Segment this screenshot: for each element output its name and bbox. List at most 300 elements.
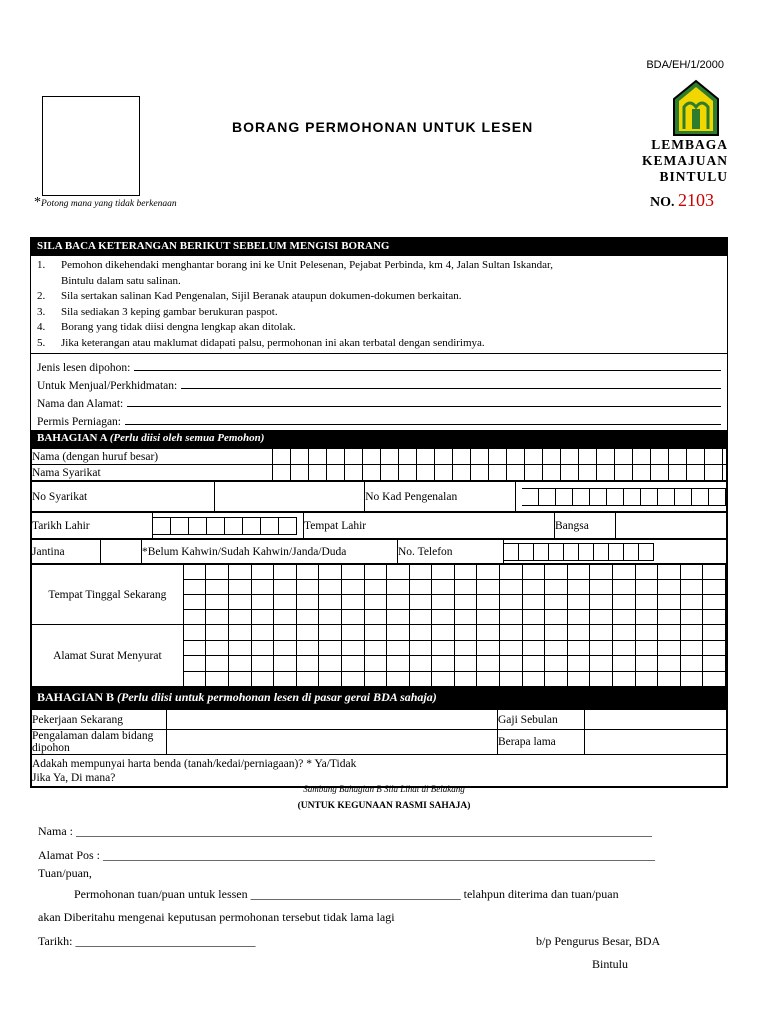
marital-status-label[interactable]: *Belum Kahwin/Sudah Kahwin/Janda/Duda [142, 540, 398, 564]
license-type-field[interactable] [134, 370, 721, 371]
char-box[interactable] [590, 672, 613, 687]
char-box[interactable] [363, 449, 381, 464]
char-box[interactable] [229, 565, 252, 579]
char-box[interactable] [568, 656, 591, 671]
purpose-field[interactable] [181, 388, 721, 389]
char-box[interactable] [417, 449, 435, 464]
char-box[interactable] [345, 449, 363, 464]
char-box[interactable] [624, 488, 641, 506]
char-box[interactable] [681, 672, 704, 687]
char-box[interactable] [545, 656, 568, 671]
char-box[interactable] [410, 672, 433, 687]
char-box[interactable] [500, 656, 523, 671]
char-box[interactable] [658, 565, 681, 579]
char-box[interactable] [568, 672, 591, 687]
char-box[interactable] [507, 449, 525, 464]
char-box[interactable] [229, 672, 252, 687]
char-box[interactable] [523, 565, 546, 579]
license-fields [31, 354, 727, 430]
char-box[interactable] [500, 565, 523, 579]
char-box[interactable] [297, 610, 320, 624]
char-box[interactable] [319, 595, 342, 609]
char-box[interactable] [597, 465, 615, 480]
char-box[interactable] [365, 595, 388, 609]
occupation-field[interactable] [167, 710, 498, 730]
char-box[interactable] [455, 610, 478, 624]
char-box[interactable] [206, 595, 229, 609]
char-box[interactable] [455, 625, 478, 640]
char-box[interactable] [545, 641, 568, 656]
char-box[interactable] [207, 517, 225, 535]
char-box[interactable] [607, 488, 624, 506]
char-box[interactable] [410, 565, 433, 579]
char-box[interactable] [489, 465, 507, 480]
mailing-address-label: Alamat Surat Menyurat [32, 625, 184, 687]
char-box[interactable] [252, 610, 275, 624]
char-box[interactable] [568, 595, 591, 609]
char-box[interactable] [273, 449, 291, 464]
char-box[interactable] [636, 641, 659, 656]
char-box[interactable] [636, 672, 659, 687]
char-box[interactable] [523, 672, 546, 687]
char-box[interactable] [342, 641, 365, 656]
char-box[interactable] [523, 625, 546, 640]
char-box[interactable] [274, 641, 297, 656]
char-box[interactable] [669, 465, 687, 480]
char-box[interactable] [477, 641, 500, 656]
char-box[interactable] [613, 565, 636, 579]
gender-field[interactable] [101, 540, 142, 564]
char-box[interactable] [410, 641, 433, 656]
company-name-cells[interactable] [273, 465, 727, 481]
char-box[interactable] [432, 641, 455, 656]
char-box[interactable] [184, 610, 207, 624]
race-field[interactable] [616, 513, 727, 539]
char-box[interactable] [206, 610, 229, 624]
char-box[interactable] [703, 672, 726, 687]
char-box[interactable] [387, 625, 410, 640]
char-box[interactable] [410, 625, 433, 640]
birth-date-cells[interactable] [153, 513, 304, 539]
char-box[interactable] [297, 565, 320, 579]
char-box[interactable] [432, 625, 455, 640]
char-box[interactable] [615, 465, 633, 480]
char-box[interactable] [477, 565, 500, 579]
char-box[interactable] [252, 580, 275, 594]
char-box[interactable] [568, 580, 591, 594]
char-box[interactable] [274, 580, 297, 594]
char-box[interactable] [274, 595, 297, 609]
date-line[interactable]: Tarikh: ______________________________ [38, 934, 256, 948]
char-box[interactable] [703, 625, 726, 640]
char-box[interactable] [579, 449, 597, 464]
char-box[interactable] [568, 610, 591, 624]
char-box[interactable] [309, 449, 327, 464]
char-box[interactable] [455, 641, 478, 656]
char-box[interactable] [703, 641, 726, 656]
char-box[interactable] [387, 672, 410, 687]
char-box[interactable] [613, 595, 636, 609]
char-box[interactable] [273, 465, 291, 480]
char-box[interactable] [615, 449, 633, 464]
duration-field[interactable] [585, 730, 727, 755]
char-box[interactable] [297, 656, 320, 671]
char-box[interactable] [613, 672, 636, 687]
char-box[interactable] [545, 672, 568, 687]
char-box[interactable] [681, 595, 704, 609]
phone-cells[interactable] [504, 540, 727, 564]
char-box[interactable] [387, 595, 410, 609]
char-box[interactable] [184, 595, 207, 609]
char-box[interactable] [274, 610, 297, 624]
char-box[interactable] [703, 580, 726, 594]
char-box[interactable] [432, 656, 455, 671]
char-box[interactable] [432, 672, 455, 687]
char-box[interactable] [229, 656, 252, 671]
char-box[interactable] [342, 565, 365, 579]
char-box[interactable] [636, 625, 659, 640]
char-box[interactable] [319, 625, 342, 640]
char-box[interactable] [274, 565, 297, 579]
char-box[interactable] [261, 517, 279, 535]
char-box[interactable] [206, 672, 229, 687]
char-box[interactable] [545, 625, 568, 640]
char-box[interactable] [206, 625, 229, 640]
char-box[interactable] [568, 641, 591, 656]
char-box[interactable] [365, 565, 388, 579]
char-box[interactable] [291, 465, 309, 480]
ic-no-cells[interactable] [516, 482, 727, 512]
char-box[interactable] [365, 641, 388, 656]
applicant-name-cells[interactable] [273, 449, 727, 465]
char-box[interactable] [597, 449, 615, 464]
char-box[interactable] [225, 517, 243, 535]
char-box[interactable] [703, 565, 726, 579]
char-box[interactable] [319, 656, 342, 671]
char-box[interactable] [274, 672, 297, 687]
receipt-line[interactable]: Permohonan tuan/puan untuk lessen ___________________________________ telahpun diterima dan tuan/puan [74, 887, 619, 901]
char-box[interactable] [153, 517, 171, 535]
char-box[interactable] [297, 595, 320, 609]
mailing-address-cells[interactable] [183, 625, 726, 687]
char-box[interactable] [387, 580, 410, 594]
char-box[interactable] [500, 610, 523, 624]
char-box[interactable] [500, 641, 523, 656]
char-box[interactable] [453, 465, 471, 480]
char-box[interactable] [590, 625, 613, 640]
char-box[interactable] [658, 641, 681, 656]
char-box[interactable] [709, 488, 726, 506]
char-box[interactable] [432, 610, 455, 624]
char-box[interactable] [387, 610, 410, 624]
char-box[interactable] [549, 543, 564, 561]
char-box[interactable] [556, 488, 573, 506]
property-question[interactable] [32, 755, 727, 787]
char-box[interactable] [590, 580, 613, 594]
official-name-line[interactable]: Nama : ________________________________________________________________________________________________ [38, 824, 652, 838]
char-box[interactable] [365, 610, 388, 624]
char-box[interactable] [658, 672, 681, 687]
char-box[interactable] [243, 517, 261, 535]
char-box[interactable] [658, 610, 681, 624]
char-box[interactable] [319, 565, 342, 579]
char-box[interactable] [523, 610, 546, 624]
char-box[interactable] [410, 610, 433, 624]
char-box[interactable] [579, 543, 594, 561]
char-box[interactable] [297, 580, 320, 594]
char-box[interactable] [252, 565, 275, 579]
char-box[interactable] [561, 465, 579, 480]
char-box[interactable] [274, 625, 297, 640]
char-box[interactable] [365, 625, 388, 640]
char-box[interactable] [279, 517, 297, 535]
char-box[interactable] [297, 672, 320, 687]
char-box[interactable] [500, 580, 523, 594]
char-box[interactable] [590, 488, 607, 506]
char-box[interactable] [545, 610, 568, 624]
char-box[interactable] [184, 641, 207, 656]
char-box[interactable] [500, 595, 523, 609]
char-box[interactable] [525, 465, 543, 480]
char-box[interactable] [365, 580, 388, 594]
char-box[interactable] [545, 580, 568, 594]
char-box[interactable] [435, 449, 453, 464]
char-box[interactable] [564, 543, 579, 561]
char-box[interactable] [636, 580, 659, 594]
char-box[interactable] [252, 656, 275, 671]
char-box[interactable] [590, 656, 613, 671]
char-box[interactable] [345, 465, 363, 480]
char-box[interactable] [519, 543, 534, 561]
char-box[interactable] [410, 656, 433, 671]
char-box[interactable] [206, 565, 229, 579]
char-box[interactable] [594, 543, 609, 561]
char-box[interactable] [435, 465, 453, 480]
current-address-cells[interactable] [183, 565, 726, 625]
char-box[interactable] [681, 610, 704, 624]
char-box[interactable] [658, 656, 681, 671]
char-box[interactable] [681, 625, 704, 640]
char-box[interactable] [252, 625, 275, 640]
char-box[interactable] [399, 449, 417, 464]
char-box[interactable] [455, 565, 478, 579]
char-box[interactable] [477, 672, 500, 687]
char-box[interactable] [432, 595, 455, 609]
char-box[interactable] [489, 449, 507, 464]
char-box[interactable] [319, 580, 342, 594]
char-box[interactable] [624, 543, 639, 561]
premises-field[interactable] [125, 424, 721, 425]
char-box[interactable] [543, 465, 561, 480]
char-box[interactable] [590, 595, 613, 609]
char-box[interactable] [590, 610, 613, 624]
char-box[interactable] [613, 656, 636, 671]
char-box[interactable] [342, 672, 365, 687]
char-box[interactable] [206, 656, 229, 671]
char-box[interactable] [327, 465, 345, 480]
char-box[interactable] [651, 449, 669, 464]
char-box[interactable] [455, 656, 478, 671]
char-box[interactable] [561, 449, 579, 464]
char-box[interactable] [327, 449, 345, 464]
char-box[interactable] [579, 465, 597, 480]
char-box[interactable] [319, 641, 342, 656]
char-box[interactable] [703, 595, 726, 609]
char-box[interactable] [342, 595, 365, 609]
char-box[interactable] [573, 488, 590, 506]
char-box[interactable] [206, 641, 229, 656]
char-box[interactable] [705, 449, 723, 464]
char-box[interactable] [363, 465, 381, 480]
char-box[interactable] [507, 465, 525, 480]
char-box[interactable] [525, 449, 543, 464]
char-box[interactable] [636, 610, 659, 624]
photo-box[interactable] [42, 96, 140, 196]
char-box[interactable] [455, 672, 478, 687]
char-box[interactable] [705, 465, 723, 480]
char-box[interactable] [319, 610, 342, 624]
char-box[interactable] [319, 672, 342, 687]
company-no-field[interactable] [214, 482, 365, 512]
birth-place-label: Tempat Lahir [304, 513, 555, 539]
char-box[interactable] [477, 625, 500, 640]
char-box[interactable] [523, 595, 546, 609]
char-box[interactable] [229, 625, 252, 640]
char-box[interactable] [184, 565, 207, 579]
char-box[interactable] [381, 449, 399, 464]
char-box[interactable] [455, 595, 478, 609]
char-box[interactable] [189, 517, 207, 535]
char-box[interactable] [534, 543, 549, 561]
char-box[interactable] [399, 465, 417, 480]
char-box[interactable] [545, 565, 568, 579]
char-box[interactable] [477, 610, 500, 624]
char-box[interactable] [658, 595, 681, 609]
char-box[interactable] [417, 465, 435, 480]
char-box[interactable] [171, 517, 189, 535]
char-box[interactable] [545, 595, 568, 609]
char-box[interactable] [410, 595, 433, 609]
char-box[interactable] [651, 465, 669, 480]
char-box[interactable] [609, 543, 624, 561]
char-box[interactable] [342, 580, 365, 594]
char-box[interactable] [309, 465, 327, 480]
char-box[interactable] [523, 641, 546, 656]
char-box[interactable] [252, 641, 275, 656]
char-box[interactable] [613, 625, 636, 640]
char-box[interactable] [297, 641, 320, 656]
char-box[interactable] [539, 488, 556, 506]
official-address-line[interactable]: Alamat Pos : ____________________________________________________________________________________________ [38, 848, 655, 862]
char-box[interactable] [229, 610, 252, 624]
char-box[interactable] [568, 625, 591, 640]
char-box[interactable] [500, 672, 523, 687]
char-box[interactable] [342, 656, 365, 671]
char-box[interactable] [658, 488, 675, 506]
char-box[interactable] [387, 656, 410, 671]
char-box[interactable] [636, 595, 659, 609]
char-box[interactable] [675, 488, 692, 506]
char-box[interactable] [687, 449, 705, 464]
char-box[interactable] [613, 580, 636, 594]
char-box[interactable] [387, 641, 410, 656]
char-box[interactable] [692, 488, 709, 506]
char-box[interactable] [365, 672, 388, 687]
char-box[interactable] [703, 656, 726, 671]
char-box[interactable] [687, 465, 705, 480]
char-box[interactable] [229, 580, 252, 594]
char-box[interactable] [381, 465, 399, 480]
char-box[interactable] [669, 449, 687, 464]
salary-field[interactable] [585, 710, 727, 730]
char-box[interactable] [703, 610, 726, 624]
char-box[interactable] [613, 610, 636, 624]
char-box[interactable] [274, 656, 297, 671]
char-box[interactable] [229, 595, 252, 609]
char-box[interactable] [633, 449, 651, 464]
char-box[interactable] [432, 565, 455, 579]
char-box[interactable] [477, 656, 500, 671]
experience-field[interactable] [167, 730, 498, 755]
char-box[interactable] [523, 656, 546, 671]
char-box[interactable] [658, 580, 681, 594]
char-box[interactable] [543, 449, 561, 464]
char-box[interactable] [184, 580, 207, 594]
char-box[interactable] [681, 580, 704, 594]
char-box[interactable] [342, 625, 365, 640]
char-box[interactable] [658, 625, 681, 640]
char-box[interactable] [568, 565, 591, 579]
char-box[interactable] [455, 580, 478, 594]
char-box[interactable] [453, 449, 471, 464]
char-box[interactable] [229, 641, 252, 656]
char-box[interactable] [500, 625, 523, 640]
char-box[interactable] [471, 449, 489, 464]
char-box[interactable] [387, 565, 410, 579]
name-address-field[interactable] [127, 406, 721, 407]
char-box[interactable] [590, 641, 613, 656]
char-box[interactable] [252, 595, 275, 609]
char-box[interactable] [297, 625, 320, 640]
char-box[interactable] [184, 625, 207, 640]
char-box[interactable] [641, 488, 658, 506]
char-box[interactable] [206, 580, 229, 594]
char-box[interactable] [342, 610, 365, 624]
char-box[interactable] [410, 580, 433, 594]
char-box[interactable] [590, 565, 613, 579]
char-box[interactable] [365, 656, 388, 671]
char-box[interactable] [636, 565, 659, 579]
char-box[interactable] [184, 672, 207, 687]
char-box[interactable] [252, 672, 275, 687]
char-box[interactable] [477, 580, 500, 594]
char-box[interactable] [477, 595, 500, 609]
char-box[interactable] [681, 565, 704, 579]
char-box[interactable] [184, 656, 207, 671]
char-box[interactable] [523, 580, 546, 594]
char-box[interactable] [681, 641, 704, 656]
char-box[interactable] [639, 543, 654, 561]
char-box[interactable] [633, 465, 651, 480]
char-box[interactable] [471, 465, 489, 480]
char-box[interactable] [636, 656, 659, 671]
char-box[interactable] [613, 641, 636, 656]
char-box[interactable] [291, 449, 309, 464]
char-box[interactable] [432, 580, 455, 594]
char-box[interactable] [681, 656, 704, 671]
char-box[interactable] [522, 488, 539, 506]
char-box[interactable] [504, 543, 519, 561]
